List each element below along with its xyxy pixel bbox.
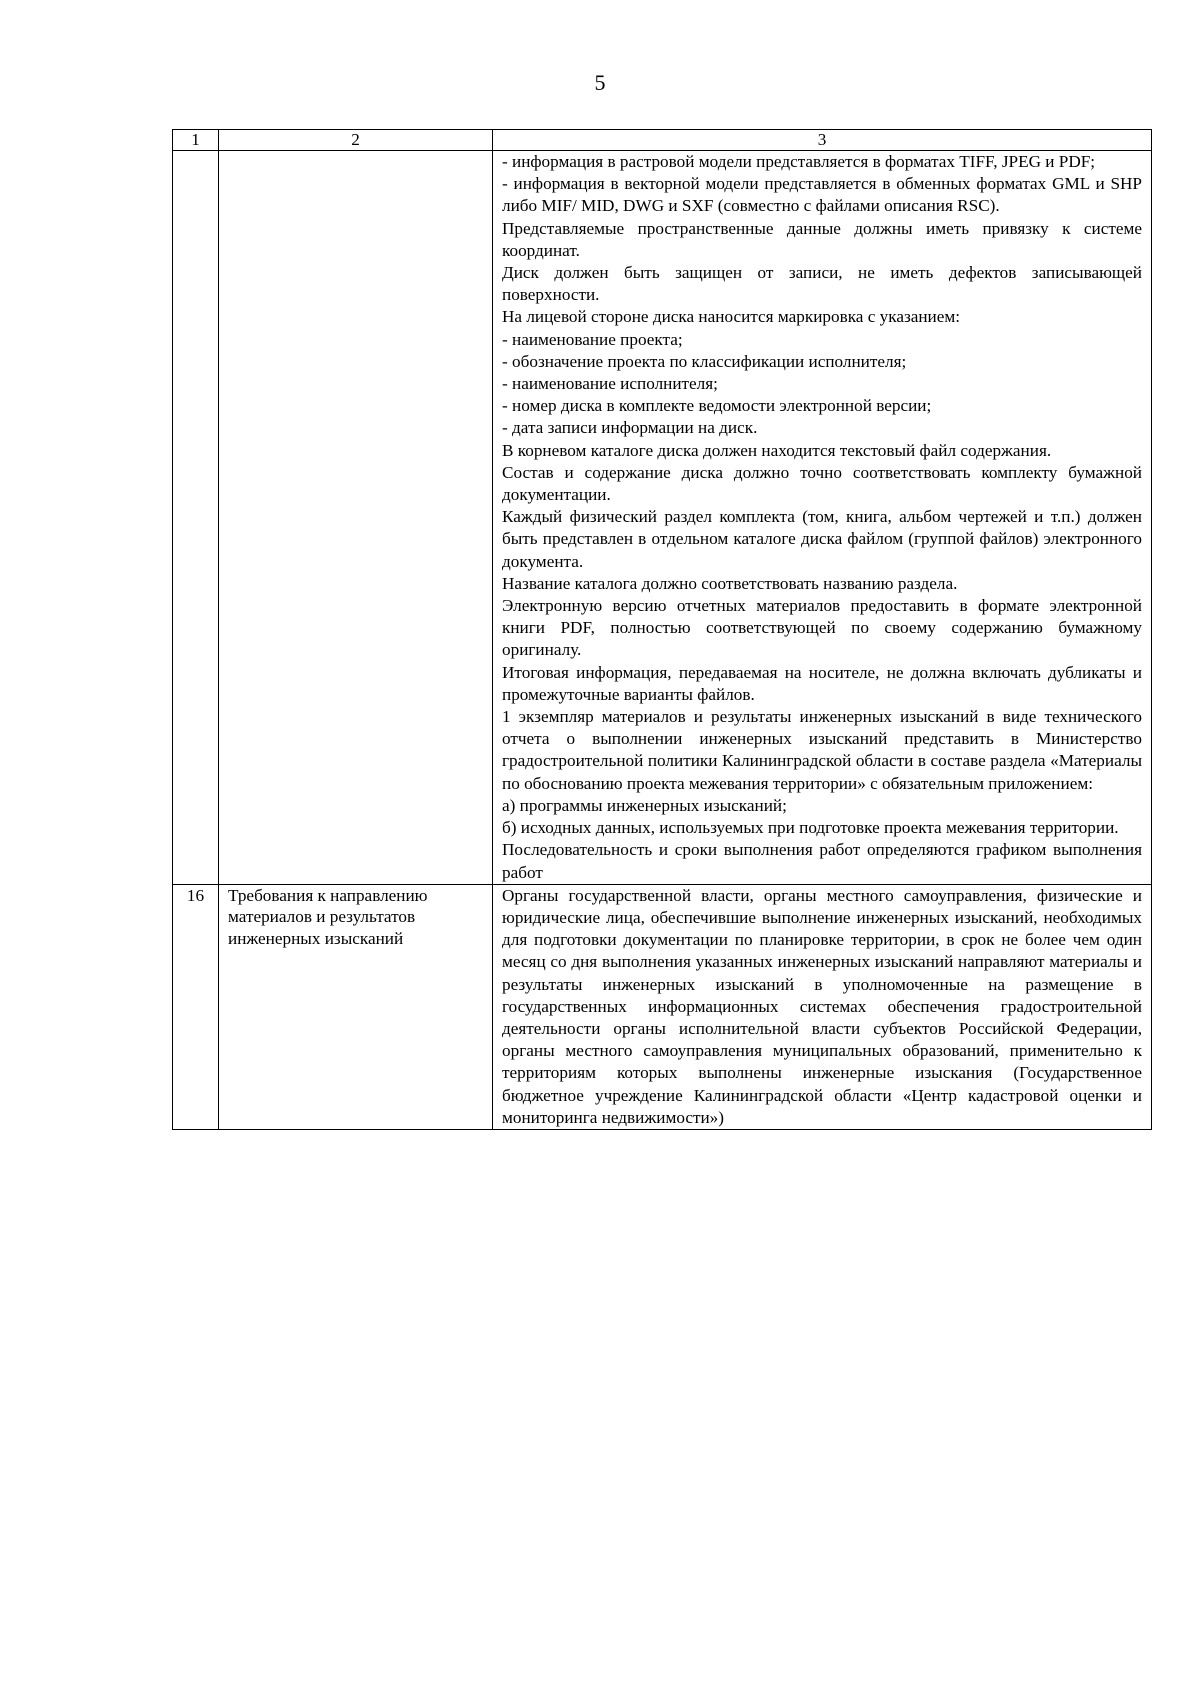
- content-paragraph: Представляемые пространственные данные должны иметь привязку к системе координат.: [502, 218, 1142, 260]
- column-header-content: 3: [493, 130, 1152, 151]
- row-number-cell: 16: [173, 884, 219, 1129]
- content-paragraph: Электронную версию отчетных материалов предоставить в формате электронной книги PDF, полностью соответствующей по своему содержанию бумажному оригиналу.: [502, 596, 1142, 660]
- content-paragraph: Итоговая информация, передаваемая на носителе, не должна включать дубликаты и промежуточные варианты файлов.: [502, 662, 1142, 704]
- content-paragraph: - обозначение проекта по классификации исполнителя;: [502, 351, 907, 371]
- content-paragraph: б) исходных данных, используемых при подготовке проекта межевания территории.: [502, 818, 1119, 838]
- content-paragraph: Название каталога должно соответствовать названию раздела.: [502, 573, 958, 593]
- content-paragraph: - наименование проекта;: [502, 329, 683, 349]
- content-paragraph: Органы государственной власти, органы местного самоуправления, физические и юридические лица, обеспечившие выполнение инженерных изысканий, необходимых для подготовки документации по планировке территории, в срок не более чем один месяц со дня выполнения указанных инженерных изысканий направляют материалы и результаты инженерных изысканий в уполномоченные на размещение в государственных информационных системах обеспечения градостроительной деятельности органы исполнительной власти субъектов Российской Федерации, органы местного самоуправления муниципальных образований, применительно к территориям которых выполнены инженерные изыскания (Государственное бюджетное учреждение Калининградской области «Центр кадастровой оценки и мониторинга недвижимости»): [502, 885, 1142, 1127]
- content-paragraph: - номер диска в комплекте ведомости электронной версии;: [502, 396, 932, 416]
- content-paragraph: - дата записи информации на диск.: [502, 418, 758, 438]
- table-row-continued: [173, 151, 1152, 885]
- content-paragraph: - наименование исполнителя;: [502, 374, 718, 394]
- content-paragraph: Диск должен быть защищен от записи, не иметь дефектов записывающей поверхности.: [502, 263, 1142, 305]
- column-header-number: 1: [173, 130, 219, 151]
- content-paragraph: В корневом каталоге диска должен находится текстовый файл содержания.: [502, 440, 1052, 460]
- content-paragraph: Состав и содержание диска должно точно соответствовать комплекту бумажной документации.: [502, 462, 1142, 505]
- row-requirement-cell: [219, 151, 493, 885]
- requirements-table: [172, 129, 1152, 1130]
- page-number: 5: [594, 70, 606, 95]
- content-paragraph: Последовательность и сроки выполнения работ определяются графиком выполнения работ: [502, 840, 1142, 882]
- content-paragraph: 1 экземпляр материалов и результаты инженерных изысканий в виде технического отчета о выполнении инженерных изысканий представить в Министерство градостроительной политики Калининградской области в составе раздела «Материалы по обоснованию проекта межевания территории» с обязательным приложением:: [502, 707, 1142, 793]
- row-content-cell: [493, 884, 1152, 1129]
- content-paragraph: На лицевой стороне диска наносится маркировка с указанием:: [502, 307, 961, 327]
- row-requirement-cell: Требования к направлению материалов и результатов инженерных изысканий: [219, 884, 493, 1129]
- row-content-cell: [493, 151, 1152, 885]
- column-header-requirement: 2: [219, 130, 493, 151]
- content-paragraph: а) программы инженерных изысканий;: [502, 795, 787, 815]
- table-row-16: [173, 884, 1152, 1129]
- content-paragraph: Каждый физический раздел комплекта (том, книга, альбом чертежей и т.п.) должен быть представлен в отдельном каталоге диска файлом (группой файлов) электронного документа.: [502, 507, 1142, 571]
- row-number-cell: [173, 151, 219, 885]
- content-paragraph: - информация в векторной модели представляется в обменных форматах GML и SHP либо MIF/ MID, DWG и SXF (совместно с файлами описания RSC).: [502, 174, 1142, 216]
- content-paragraph: - информация в растровой модели представляется в форматах TIFF, JPEG и PDF;: [502, 152, 1096, 171]
- table-header-row: [173, 130, 1152, 151]
